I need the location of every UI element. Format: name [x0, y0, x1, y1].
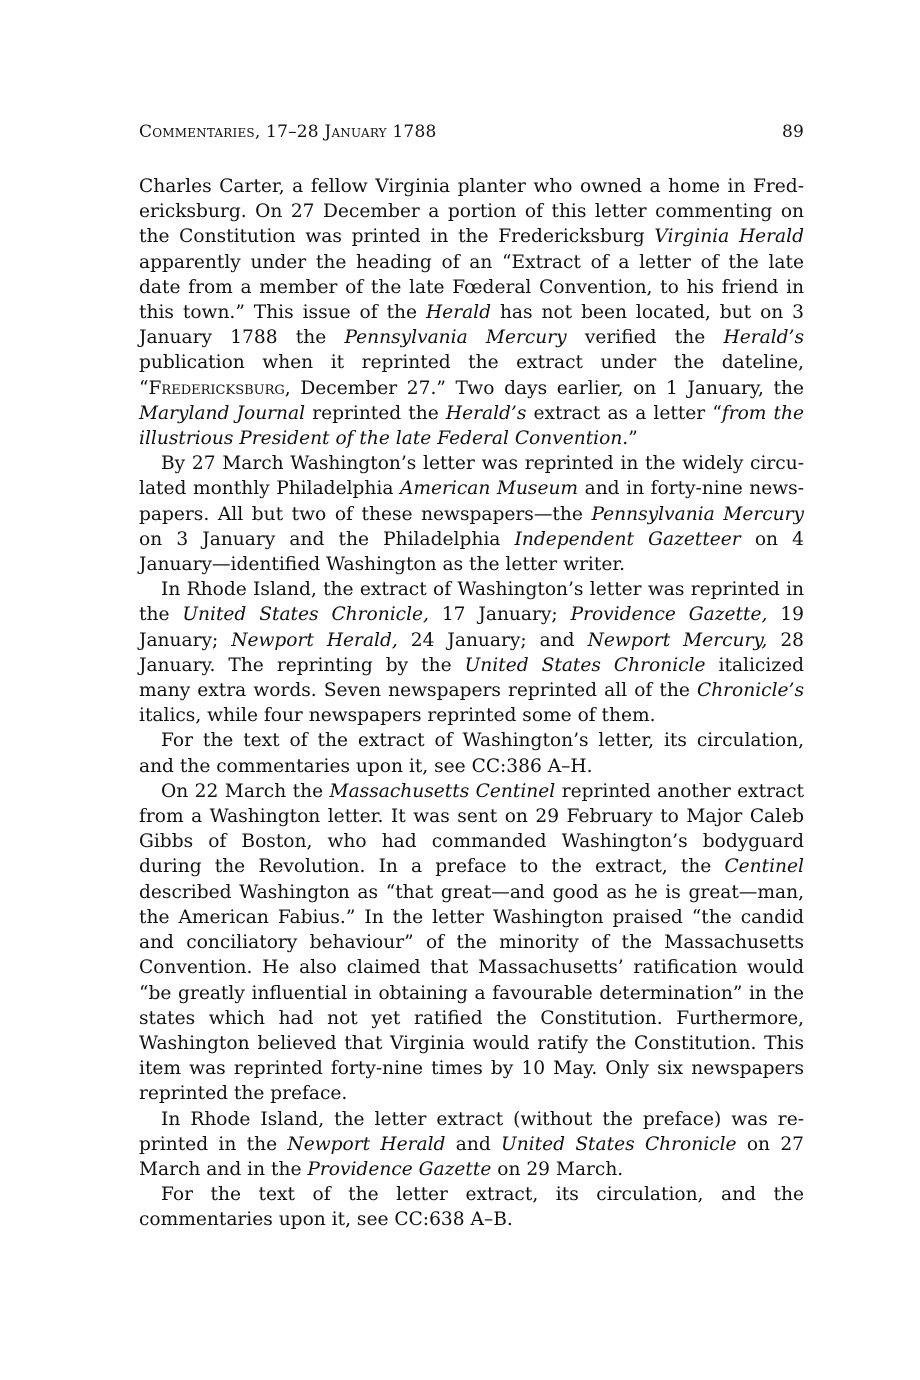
italic-run: Centinel — [724, 856, 804, 878]
body-text — [139, 174, 804, 1233]
italic-run: Herald — [425, 302, 492, 324]
italic-run: Pennsylvania Mercury — [591, 503, 805, 525]
paragraph — [139, 728, 804, 778]
text-run: on 29 March. — [491, 1158, 624, 1180]
text-run: has not been located, but on 3 January 1788 the — [139, 302, 805, 349]
text-run: For the text of the letter extract, its circulation, and the commentaries upon it, see CC:638 A–B. — [139, 1184, 804, 1231]
text-run: verified the — [566, 327, 724, 349]
text-run: In Rhode Island, the extract of Washington’s letter was reprinted in the — [139, 579, 804, 626]
text-run: 19 January; — [139, 604, 804, 651]
page-number: 89 — [781, 122, 804, 142]
text-run: , December 27.” Two days earlier, on 1 January, the — [284, 377, 804, 399]
paragraph — [139, 1107, 804, 1183]
text-run: reprinted another extract from a Washington letter. It was sent on 29 February to Major Caleb Gibbs of Boston, who had commanded Washington’s bodyguard during the Revolution. In a preface to the extract, the — [139, 780, 805, 878]
text-run: ” — [628, 428, 638, 450]
italic-run: Newport Mercury, — [587, 629, 768, 651]
italic-run: American Museum — [399, 478, 579, 500]
text-run: reprinted the — [305, 402, 446, 424]
italic-run: Pennsylvania Mercury — [344, 327, 567, 349]
text-run: In Rhode Island, the letter extract (without the preface) was reprinted in the — [139, 1108, 804, 1155]
italic-run: Newport Herald, — [231, 629, 398, 651]
text-run: on 3 January and the Philadelphia — [139, 528, 515, 550]
text-run: 28 January. The reprinting by the — [139, 629, 804, 676]
paragraph — [139, 451, 804, 577]
text-run: italicized many extra words. Seven newspapers reprinted all of the — [139, 654, 804, 702]
text-run: By 27 March Washington’s letter was reprinted in the widely circulated monthly Philadelphia — [139, 453, 804, 500]
paragraph — [139, 577, 804, 728]
italic-run: Independent Gazetteer — [514, 528, 741, 550]
italic-run: Maryland Journal — [139, 402, 306, 424]
italic-run: Virginia Herald — [654, 226, 804, 248]
italic-run: United States Chronicle — [464, 654, 706, 676]
italic-run: Herald’s — [445, 402, 527, 424]
paragraph — [139, 1182, 804, 1232]
italic-run: Newport Herald — [287, 1133, 446, 1155]
text-run: italics, while four newspapers reprinted some of them. — [139, 705, 656, 727]
italic-run: Herald’s — [723, 327, 804, 349]
text-run: publication when it reprinted the extract under the dateline, “ — [139, 352, 804, 399]
text-run: described Washington as “that great—and good as he is great—man, the American Fabius.” In the letter Washington praised “the candid and conciliatory behaviour” of the minority of the Massachusetts Convention. He also claimed that Massachusetts’ ratification would “be greatly influential in obtaining a favourable determination” in the states which had not yet ratified the Constitution. Furthermore, Washington believed that Virginia would ratify the Constitution. This item was reprinted forty-nine times by 10 May. Only six newspapers reprinted the preface. — [139, 881, 804, 1105]
small-caps-run: Fredericksburg — [148, 377, 285, 399]
text-run: Charles Carter, a fellow Virginia planter who owned a home in Fredericksburg. On 27 December a portion of this letter commenting on the Constitution was printed in the Fredericksburg — [139, 176, 804, 248]
paragraph — [139, 174, 804, 451]
text-run: on 4 January—identified Washington as the letter writer. — [139, 528, 804, 576]
text-run: extract as a letter “ — [526, 402, 722, 424]
italic-run: United States Chronicle — [501, 1133, 737, 1155]
text-run: On 22 March the — [161, 780, 330, 802]
text-run: apparently under the heading of an “Extract of a letter of the late date from a member of the late Fœderal Convention, to his friend in this town.” This issue of the — [139, 251, 804, 324]
text-run: and — [445, 1133, 502, 1155]
italic-run: United States Chronicle, — [182, 604, 429, 626]
document-page — [139, 122, 804, 1233]
italic-run: Providence Gazette — [307, 1158, 492, 1180]
text-run: 24 January; and — [397, 629, 588, 651]
italic-run: from the illustrious President of the late Federal Convention. — [139, 402, 804, 450]
text-run: For the text of the extract of Washington’s letter, its circulation, and the commentaries upon it, see CC:386 A–H. — [139, 730, 804, 777]
running-head-title: Commentaries, 17–28 January 1788 — [139, 122, 437, 142]
italic-run: Providence Gazette, — [570, 604, 768, 626]
text-run: and in forty-nine newspapers. All but two of these newspapers—the — [139, 478, 805, 525]
text-run: 17 January; — [428, 604, 571, 626]
running-head — [139, 122, 804, 148]
italic-run: Chronicle’s — [696, 680, 804, 702]
text-run: on 27 March and in the — [139, 1133, 804, 1180]
paragraph — [139, 779, 804, 1107]
italic-run: Massachusetts Centinel — [329, 780, 556, 802]
